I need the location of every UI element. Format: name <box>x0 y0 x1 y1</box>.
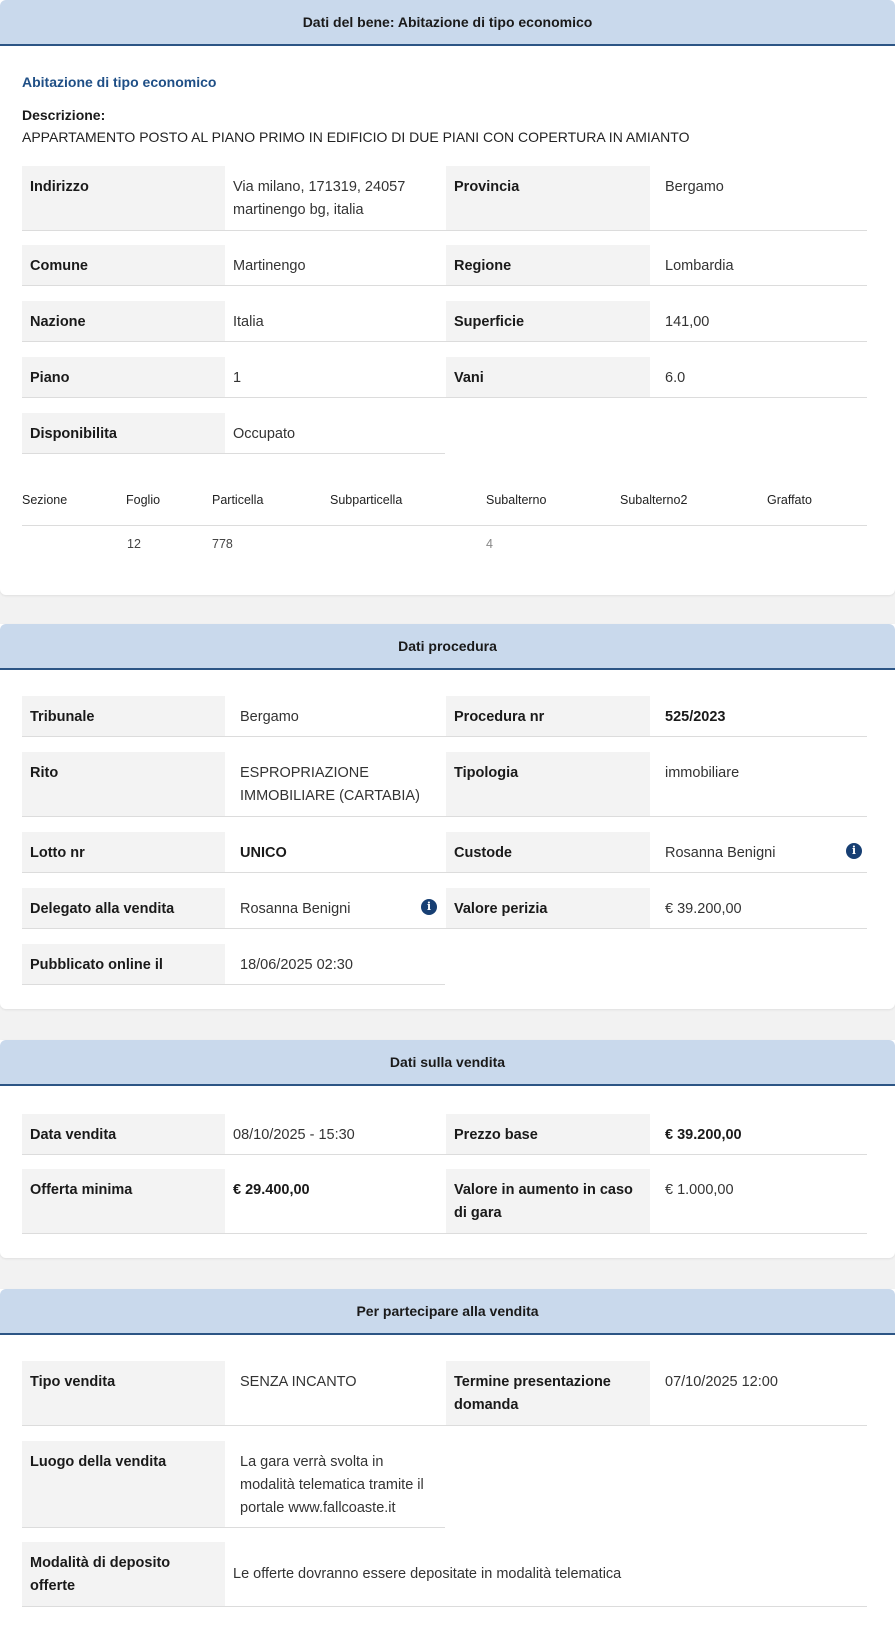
data-vendita-label: Data vendita <box>22 1114 225 1154</box>
custode-info-icon[interactable]: i <box>846 843 862 859</box>
disponibilita-value: Occupato <box>233 426 296 442</box>
delegato-info-icon[interactable]: i <box>421 899 437 915</box>
tribunale-value: Bergamo <box>240 709 299 725</box>
provincia-value: Bergamo <box>665 179 724 195</box>
rito-line2: IMMOBILIARE (CARTABIA) <box>240 788 420 804</box>
superficie-label: Superficie <box>446 301 650 341</box>
catasto-header-sezione: Sezione <box>22 493 68 507</box>
piano-value: 1 <box>233 370 242 386</box>
indirizzo-line1: Via milano, 171319, 24057 <box>233 179 406 195</box>
row-divider <box>22 397 867 398</box>
catasto-cell-subalterno: 4 <box>486 537 493 551</box>
disponibilita-label: Disponibilita <box>22 413 225 453</box>
custode-value: Rosanna Benigni <box>665 845 776 861</box>
row-divider <box>22 1233 867 1234</box>
luogo-line3: portale www.fallcoaste.it <box>240 1500 396 1516</box>
row-divider <box>22 928 867 929</box>
bene-subtitle: Abitazione di tipo economico <box>22 74 217 90</box>
card-header-partecipare: Per partecipare alla vendita <box>0 1289 895 1335</box>
delegato-label: Delegato alla vendita <box>22 888 225 928</box>
termine-value: 07/10/2025 12:00 <box>665 1374 778 1390</box>
catasto-header-subparticella: Subparticella <box>330 493 403 507</box>
valore-perizia-label: Valore perizia <box>446 888 650 928</box>
comune-value: Martinengo <box>233 258 306 274</box>
procedura-value: 525/2023 <box>665 709 726 725</box>
catasto-header-foglio: Foglio <box>126 493 161 507</box>
card-dati-bene <box>0 0 895 595</box>
luogo-line2: modalità telematica tramite il <box>240 1477 424 1493</box>
tipologia-value: immobiliare <box>665 765 740 781</box>
catasto-header-graffato: Graffato <box>767 493 812 507</box>
catasto-cell-particella: 778 <box>212 537 233 551</box>
modalita-label-line1: Modalità di deposito <box>30 1555 171 1571</box>
valore-perizia-value: € 39.200,00 <box>665 901 742 917</box>
comune-label: Comune <box>22 245 225 285</box>
custode-label: Custode <box>446 832 650 872</box>
rito-label: Rito <box>22 752 225 816</box>
lotto-label: Lotto nr <box>22 832 225 872</box>
luogo-value <box>232 1441 445 1527</box>
modalita-label-line2: offerte <box>30 1578 76 1594</box>
aumento-label-line1: Valore in aumento in caso <box>454 1182 633 1198</box>
pubblicato-value: 18/06/2025 02:30 <box>240 957 353 973</box>
row-divider <box>22 1154 867 1155</box>
termine-label <box>446 1361 650 1425</box>
descrizione-text: APPARTAMENTO POSTO AL PIANO PRIMO IN EDIFICIO DI DUE PIANI CON COPERTURA IN AMIANTO <box>22 129 690 145</box>
aumento-label <box>446 1169 650 1233</box>
regione-label: Regione <box>446 245 650 285</box>
modalita-value: Le offerte dovranno essere depositate in modalità telematica <box>233 1566 622 1582</box>
rito-line1: ESPROPRIAZIONE <box>240 765 369 781</box>
offerta-minima-value: € 29.400,00 <box>233 1182 310 1198</box>
aumento-value: € 1.000,00 <box>665 1182 734 1198</box>
modalita-label <box>22 1542 225 1606</box>
termine-label-line2: domanda <box>454 1397 519 1413</box>
regione-value: Lombardia <box>665 258 734 274</box>
catasto-header-particella: Particella <box>212 493 264 507</box>
row-divider <box>22 1527 445 1528</box>
indirizzo-label: Indirizzo <box>22 166 225 230</box>
lotto-value: UNICO <box>240 845 287 861</box>
termine-label-line1: Termine presentazione <box>454 1374 611 1390</box>
tipo-vendita-label: Tipo vendita <box>22 1361 225 1425</box>
nazione-value: Italia <box>233 314 264 330</box>
row-divider <box>22 872 867 873</box>
superficie-value: 141,00 <box>665 314 710 330</box>
descrizione-label: Descrizione: <box>22 107 106 123</box>
tipo-vendita-value: SENZA INCANTO <box>240 1374 357 1390</box>
provincia-label: Provincia <box>446 166 650 230</box>
row-divider <box>22 230 867 231</box>
piano-label: Piano <box>22 357 225 397</box>
catasto-header-divider <box>22 525 867 526</box>
nazione-label: Nazione <box>22 301 225 341</box>
row-divider <box>22 984 445 985</box>
card-partecipare <box>0 1289 895 1632</box>
rito-value <box>232 752 445 816</box>
offerta-minima-label: Offerta minima <box>22 1169 225 1233</box>
procedura-label: Procedura nr <box>446 696 650 736</box>
row-divider <box>22 816 867 817</box>
row-divider <box>22 736 867 737</box>
row-divider <box>22 341 867 342</box>
row-divider <box>22 1425 867 1426</box>
vani-value: 6.0 <box>665 370 686 386</box>
tribunale-label: Tribunale <box>22 696 225 736</box>
delegato-value: Rosanna Benigni <box>240 901 351 917</box>
vani-label: Vani <box>446 357 650 397</box>
card-header-dati-vendita: Dati sulla vendita <box>0 1040 895 1086</box>
prezzo-base-value: € 39.200,00 <box>665 1127 742 1143</box>
prezzo-base-label: Prezzo base <box>446 1114 650 1154</box>
card-header-dati-bene: Dati del bene: Abitazione di tipo economico <box>0 0 895 46</box>
catasto-header-subalterno: Subalterno <box>486 493 547 507</box>
row-divider <box>22 453 445 454</box>
catasto-header-subalterno2: Subalterno2 <box>620 493 688 507</box>
card-dati-vendita <box>0 1040 895 1258</box>
pubblicato-label: Pubblicato online il <box>22 944 225 984</box>
indirizzo-value <box>225 166 445 230</box>
row-divider <box>22 285 867 286</box>
card-dati-procedura <box>0 624 895 1009</box>
data-vendita-value: 08/10/2025 - 15:30 <box>233 1127 355 1143</box>
row-divider <box>22 1606 867 1607</box>
aumento-label-line2: di gara <box>454 1205 502 1221</box>
tipologia-label: Tipologia <box>446 752 650 816</box>
luogo-line1: La gara verrà svolta in <box>240 1454 384 1470</box>
luogo-label: Luogo della vendita <box>22 1441 225 1527</box>
indirizzo-line2: martinengo bg, italia <box>233 202 364 218</box>
card-header-dati-procedura: Dati procedura <box>0 624 895 670</box>
catasto-cell-foglio: 12 <box>127 537 141 551</box>
